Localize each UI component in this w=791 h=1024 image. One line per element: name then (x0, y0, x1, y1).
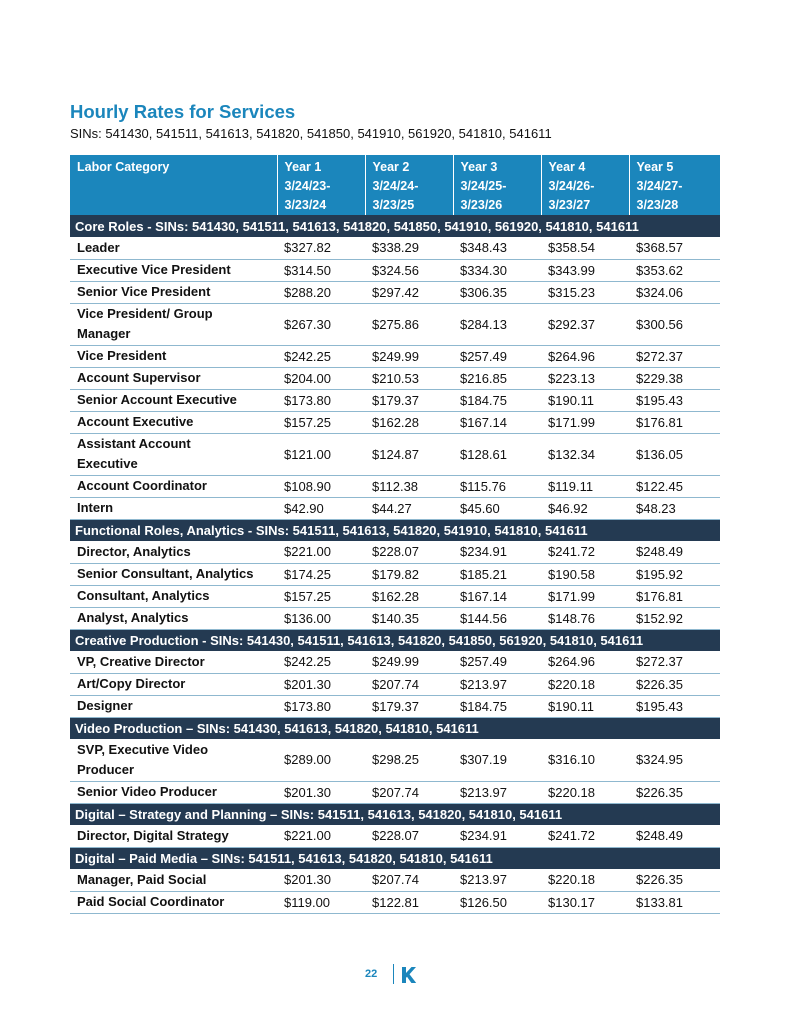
rate-cell-year-2: $338.29 (365, 237, 453, 259)
labor-category-cell: Vice President/ Group Manager (70, 303, 277, 345)
header-line: 3/23/27 (548, 198, 591, 212)
table-row (70, 497, 720, 519)
section-title: Core Roles - SINs: 541430, 541511, 541613, 541820, 541850, 541910, 561920, 541810, 541611 (70, 215, 720, 237)
labor-category-cell: Assistant Account Executive (70, 433, 277, 475)
rate-cell-year-2: $249.99 (365, 651, 453, 673)
rate-cell-year-3: $115.76 (453, 475, 541, 497)
labor-category-cell: Director, Digital Strategy (70, 825, 277, 847)
rate-cell-year-4: $132.34 (541, 433, 629, 475)
rate-cell-year-4: $190.11 (541, 695, 629, 717)
rate-cell-year-2: $207.74 (365, 673, 453, 695)
rate-cell-year-5: $133.81 (629, 891, 720, 913)
rate-cell-year-2: $324.56 (365, 259, 453, 281)
rate-cell-year-4: $241.72 (541, 541, 629, 563)
rate-cell-year-2: $249.99 (365, 345, 453, 367)
rate-cell-year-1: $289.00 (277, 739, 365, 781)
rate-cell-year-3: $184.75 (453, 389, 541, 411)
rate-cell-year-1: $242.25 (277, 651, 365, 673)
table-row (70, 303, 720, 345)
section-header-row (70, 847, 720, 869)
rate-cell-year-5: $248.49 (629, 541, 720, 563)
rate-cell-year-2: $140.35 (365, 607, 453, 629)
labor-category-cell: Paid Social Coordinator (70, 891, 277, 913)
labor-category-cell: Senior Consultant, Analytics (70, 563, 277, 585)
rate-cell-year-5: $226.35 (629, 869, 720, 891)
section-title: Video Production – SINs: 541430, 541613, 541820, 541810, 541611 (70, 717, 720, 739)
table-row (70, 281, 720, 303)
rate-cell-year-5: $195.43 (629, 695, 720, 717)
rate-cell-year-1: $242.25 (277, 345, 365, 367)
labor-category-cell: Account Coordinator (70, 475, 277, 497)
rate-cell-year-4: $292.37 (541, 303, 629, 345)
rate-cell-year-3: $167.14 (453, 411, 541, 433)
table-row (70, 695, 720, 717)
rate-cell-year-3: $126.50 (453, 891, 541, 913)
rate-cell-year-3: $234.91 (453, 541, 541, 563)
rate-cell-year-5: $324.06 (629, 281, 720, 303)
rate-cell-year-4: $46.92 (541, 497, 629, 519)
labor-category-cell: Leader (70, 237, 277, 259)
rate-cell-year-3: $128.61 (453, 433, 541, 475)
labor-category-cell: SVP, Executive Video Producer (70, 739, 277, 781)
rate-cell-year-3: $257.49 (453, 345, 541, 367)
rate-cell-year-5: $229.38 (629, 367, 720, 389)
table-body (70, 215, 720, 913)
labor-category-cell: Designer (70, 695, 277, 717)
rate-cell-year-1: $174.25 (277, 563, 365, 585)
page-footer (0, 964, 791, 988)
header-row (70, 155, 720, 215)
rate-cell-year-2: $179.37 (365, 695, 453, 717)
labor-category-cell: Executive Vice President (70, 259, 277, 281)
rate-cell-year-3: $216.85 (453, 367, 541, 389)
rate-cell-year-5: $226.35 (629, 781, 720, 803)
rate-cell-year-4: $315.23 (541, 281, 629, 303)
rate-cell-year-2: $275.86 (365, 303, 453, 345)
rate-cell-year-1: $121.00 (277, 433, 365, 475)
labor-category-cell: Vice President (70, 345, 277, 367)
table-row (70, 563, 720, 585)
table-row (70, 739, 720, 781)
header-line: 3/23/25 (372, 198, 415, 212)
rate-cell-year-4: $316.10 (541, 739, 629, 781)
rate-cell-year-1: $157.25 (277, 585, 365, 607)
section-header-row (70, 629, 720, 651)
labor-category-cell: Account Executive (70, 411, 277, 433)
table-header (70, 155, 720, 215)
header-line: 3/24/27- (636, 179, 683, 193)
rate-cell-year-4: $264.96 (541, 651, 629, 673)
rate-cell-year-2: $210.53 (365, 367, 453, 389)
labor-category-cell: Senior Video Producer (70, 781, 277, 803)
rate-cell-year-3: $234.91 (453, 825, 541, 847)
rate-cell-year-3: $144.56 (453, 607, 541, 629)
table-row (70, 891, 720, 913)
table-row (70, 607, 720, 629)
rate-cell-year-5: $368.57 (629, 237, 720, 259)
footer-divider (393, 964, 394, 984)
rate-cell-year-5: $272.37 (629, 651, 720, 673)
labor-category-cell: Account Supervisor (70, 367, 277, 389)
rate-cell-year-5: $122.45 (629, 475, 720, 497)
table-row (70, 345, 720, 367)
page-subtitle: SINs: 541430, 541511, 541613, 541820, 541850, 541910, 561920, 541810, 541611 (70, 126, 552, 141)
rate-cell-year-4: $190.11 (541, 389, 629, 411)
rate-cell-year-4: $119.11 (541, 475, 629, 497)
table-row (70, 869, 720, 891)
rate-cell-year-5: $176.81 (629, 585, 720, 607)
section-header-row (70, 215, 720, 237)
table-row (70, 673, 720, 695)
rate-cell-year-1: $201.30 (277, 781, 365, 803)
header-year-3 (453, 155, 541, 215)
labor-category-cell: Senior Account Executive (70, 389, 277, 411)
header-labor-category (70, 155, 277, 215)
header-line: 3/23/26 (460, 198, 503, 212)
rate-cell-year-4: $264.96 (541, 345, 629, 367)
rate-cell-year-2: $207.74 (365, 869, 453, 891)
section-header-row (70, 717, 720, 739)
table-row (70, 475, 720, 497)
rate-cell-year-5: $195.43 (629, 389, 720, 411)
section-header-row (70, 519, 720, 541)
rate-cell-year-1: $119.00 (277, 891, 365, 913)
page-number: 22 (365, 968, 378, 980)
rate-cell-year-2: $122.81 (365, 891, 453, 913)
table-row (70, 585, 720, 607)
labor-category-cell: Intern (70, 497, 277, 519)
labor-category-cell: VP, Creative Director (70, 651, 277, 673)
labor-category-cell: Consultant, Analytics (70, 585, 277, 607)
rate-cell-year-4: $220.18 (541, 781, 629, 803)
section-title: Functional Roles, Analytics - SINs: 541511, 541613, 541820, 541910, 541810, 541611 (70, 519, 720, 541)
header-line: 3/24/25- (460, 179, 507, 193)
rate-cell-year-3: $348.43 (453, 237, 541, 259)
rate-cell-year-4: $358.54 (541, 237, 629, 259)
rate-cell-year-5: $324.95 (629, 739, 720, 781)
header-line: 3/24/24- (372, 179, 419, 193)
rate-cell-year-1: $314.50 (277, 259, 365, 281)
rate-cell-year-4: $220.18 (541, 673, 629, 695)
header-year-1 (277, 155, 365, 215)
rate-cell-year-2: $207.74 (365, 781, 453, 803)
rate-cell-year-5: $48.23 (629, 497, 720, 519)
header-line: Year 1 (284, 160, 322, 174)
labor-category-cell: Senior Vice President (70, 281, 277, 303)
rate-cell-year-3: $45.60 (453, 497, 541, 519)
rate-cell-year-1: $201.30 (277, 869, 365, 891)
labor-category-cell: Art/Copy Director (70, 673, 277, 695)
rate-cell-year-2: $298.25 (365, 739, 453, 781)
company-logo-icon (401, 966, 417, 984)
hourly-rates-table (70, 155, 720, 914)
rate-cell-year-4: $171.99 (541, 411, 629, 433)
rate-cell-year-1: $221.00 (277, 541, 365, 563)
table-row (70, 367, 720, 389)
header-line: Year 2 (372, 160, 410, 174)
header-line: 3/23/28 (636, 198, 679, 212)
header-year-4 (541, 155, 629, 215)
rate-cell-year-2: $124.87 (365, 433, 453, 475)
header-line: 3/24/26- (548, 179, 595, 193)
rate-cell-year-5: $248.49 (629, 825, 720, 847)
table-row (70, 781, 720, 803)
rate-cell-year-2: $162.28 (365, 585, 453, 607)
rate-cell-year-5: $300.56 (629, 303, 720, 345)
rate-cell-year-4: $148.76 (541, 607, 629, 629)
header-line: 3/23/24 (284, 198, 327, 212)
rate-cell-year-2: $162.28 (365, 411, 453, 433)
rate-cell-year-5: $353.62 (629, 259, 720, 281)
rate-cell-year-1: $327.82 (277, 237, 365, 259)
rate-cell-year-1: $221.00 (277, 825, 365, 847)
page-title: Hourly Rates for Services (70, 101, 296, 122)
header-year-5 (629, 155, 720, 215)
rate-cell-year-3: $184.75 (453, 695, 541, 717)
section-title: Creative Production - SINs: 541430, 541511, 541613, 541820, 541850, 561920, 541810, 541611 (70, 629, 720, 651)
rate-cell-year-1: $288.20 (277, 281, 365, 303)
rate-cell-year-2: $179.37 (365, 389, 453, 411)
rate-cell-year-4: $241.72 (541, 825, 629, 847)
rate-cell-year-4: $171.99 (541, 585, 629, 607)
rate-cell-year-2: $44.27 (365, 497, 453, 519)
table-row (70, 237, 720, 259)
section-title: Digital – Strategy and Planning – SINs: 541511, 541613, 541820, 541810, 541611 (70, 803, 720, 825)
header-line: Year 5 (636, 160, 674, 174)
table-row (70, 825, 720, 847)
rate-cell-year-5: $195.92 (629, 563, 720, 585)
rate-cell-year-5: $176.81 (629, 411, 720, 433)
rate-cell-year-3: $185.21 (453, 563, 541, 585)
labor-category-cell: Manager, Paid Social (70, 869, 277, 891)
rate-cell-year-3: $257.49 (453, 651, 541, 673)
header-line: 3/24/23- (284, 179, 331, 193)
rate-cell-year-3: $307.19 (453, 739, 541, 781)
rate-cell-year-4: $343.99 (541, 259, 629, 281)
rate-cell-year-2: $179.82 (365, 563, 453, 585)
table-row (70, 389, 720, 411)
section-header-row (70, 803, 720, 825)
rate-cell-year-4: $220.18 (541, 869, 629, 891)
table-row (70, 411, 720, 433)
rate-cell-year-4: $190.58 (541, 563, 629, 585)
rate-cell-year-1: $173.80 (277, 695, 365, 717)
rate-cell-year-3: $167.14 (453, 585, 541, 607)
rate-cell-year-1: $201.30 (277, 673, 365, 695)
rate-cell-year-1: $204.00 (277, 367, 365, 389)
rate-cell-year-4: $130.17 (541, 891, 629, 913)
header-year-2 (365, 155, 453, 215)
rate-cell-year-2: $228.07 (365, 825, 453, 847)
table-row (70, 651, 720, 673)
rate-cell-year-3: $213.97 (453, 781, 541, 803)
rate-cell-year-1: $108.90 (277, 475, 365, 497)
header-line: Labor Category (77, 160, 170, 174)
rate-cell-year-2: $297.42 (365, 281, 453, 303)
rate-cell-year-1: $42.90 (277, 497, 365, 519)
rate-cell-year-2: $228.07 (365, 541, 453, 563)
rate-cell-year-3: $213.97 (453, 673, 541, 695)
header-line: Year 4 (548, 160, 586, 174)
labor-category-cell: Director, Analytics (70, 541, 277, 563)
section-title: Digital – Paid Media – SINs: 541511, 541613, 541820, 541810, 541611 (70, 847, 720, 869)
rate-cell-year-3: $284.13 (453, 303, 541, 345)
rate-cell-year-5: $152.92 (629, 607, 720, 629)
table-row (70, 433, 720, 475)
rate-cell-year-3: $334.30 (453, 259, 541, 281)
rate-cell-year-2: $112.38 (365, 475, 453, 497)
table-row (70, 259, 720, 281)
rate-cell-year-1: $136.00 (277, 607, 365, 629)
rate-cell-year-3: $213.97 (453, 869, 541, 891)
rate-cell-year-3: $306.35 (453, 281, 541, 303)
rate-cell-year-5: $136.05 (629, 433, 720, 475)
labor-category-cell: Analyst, Analytics (70, 607, 277, 629)
rate-cell-year-4: $223.13 (541, 367, 629, 389)
rate-cell-year-1: $267.30 (277, 303, 365, 345)
rate-cell-year-1: $157.25 (277, 411, 365, 433)
rate-cell-year-5: $226.35 (629, 673, 720, 695)
table-row (70, 541, 720, 563)
rate-cell-year-5: $272.37 (629, 345, 720, 367)
header-line: Year 3 (460, 160, 498, 174)
rate-cell-year-1: $173.80 (277, 389, 365, 411)
